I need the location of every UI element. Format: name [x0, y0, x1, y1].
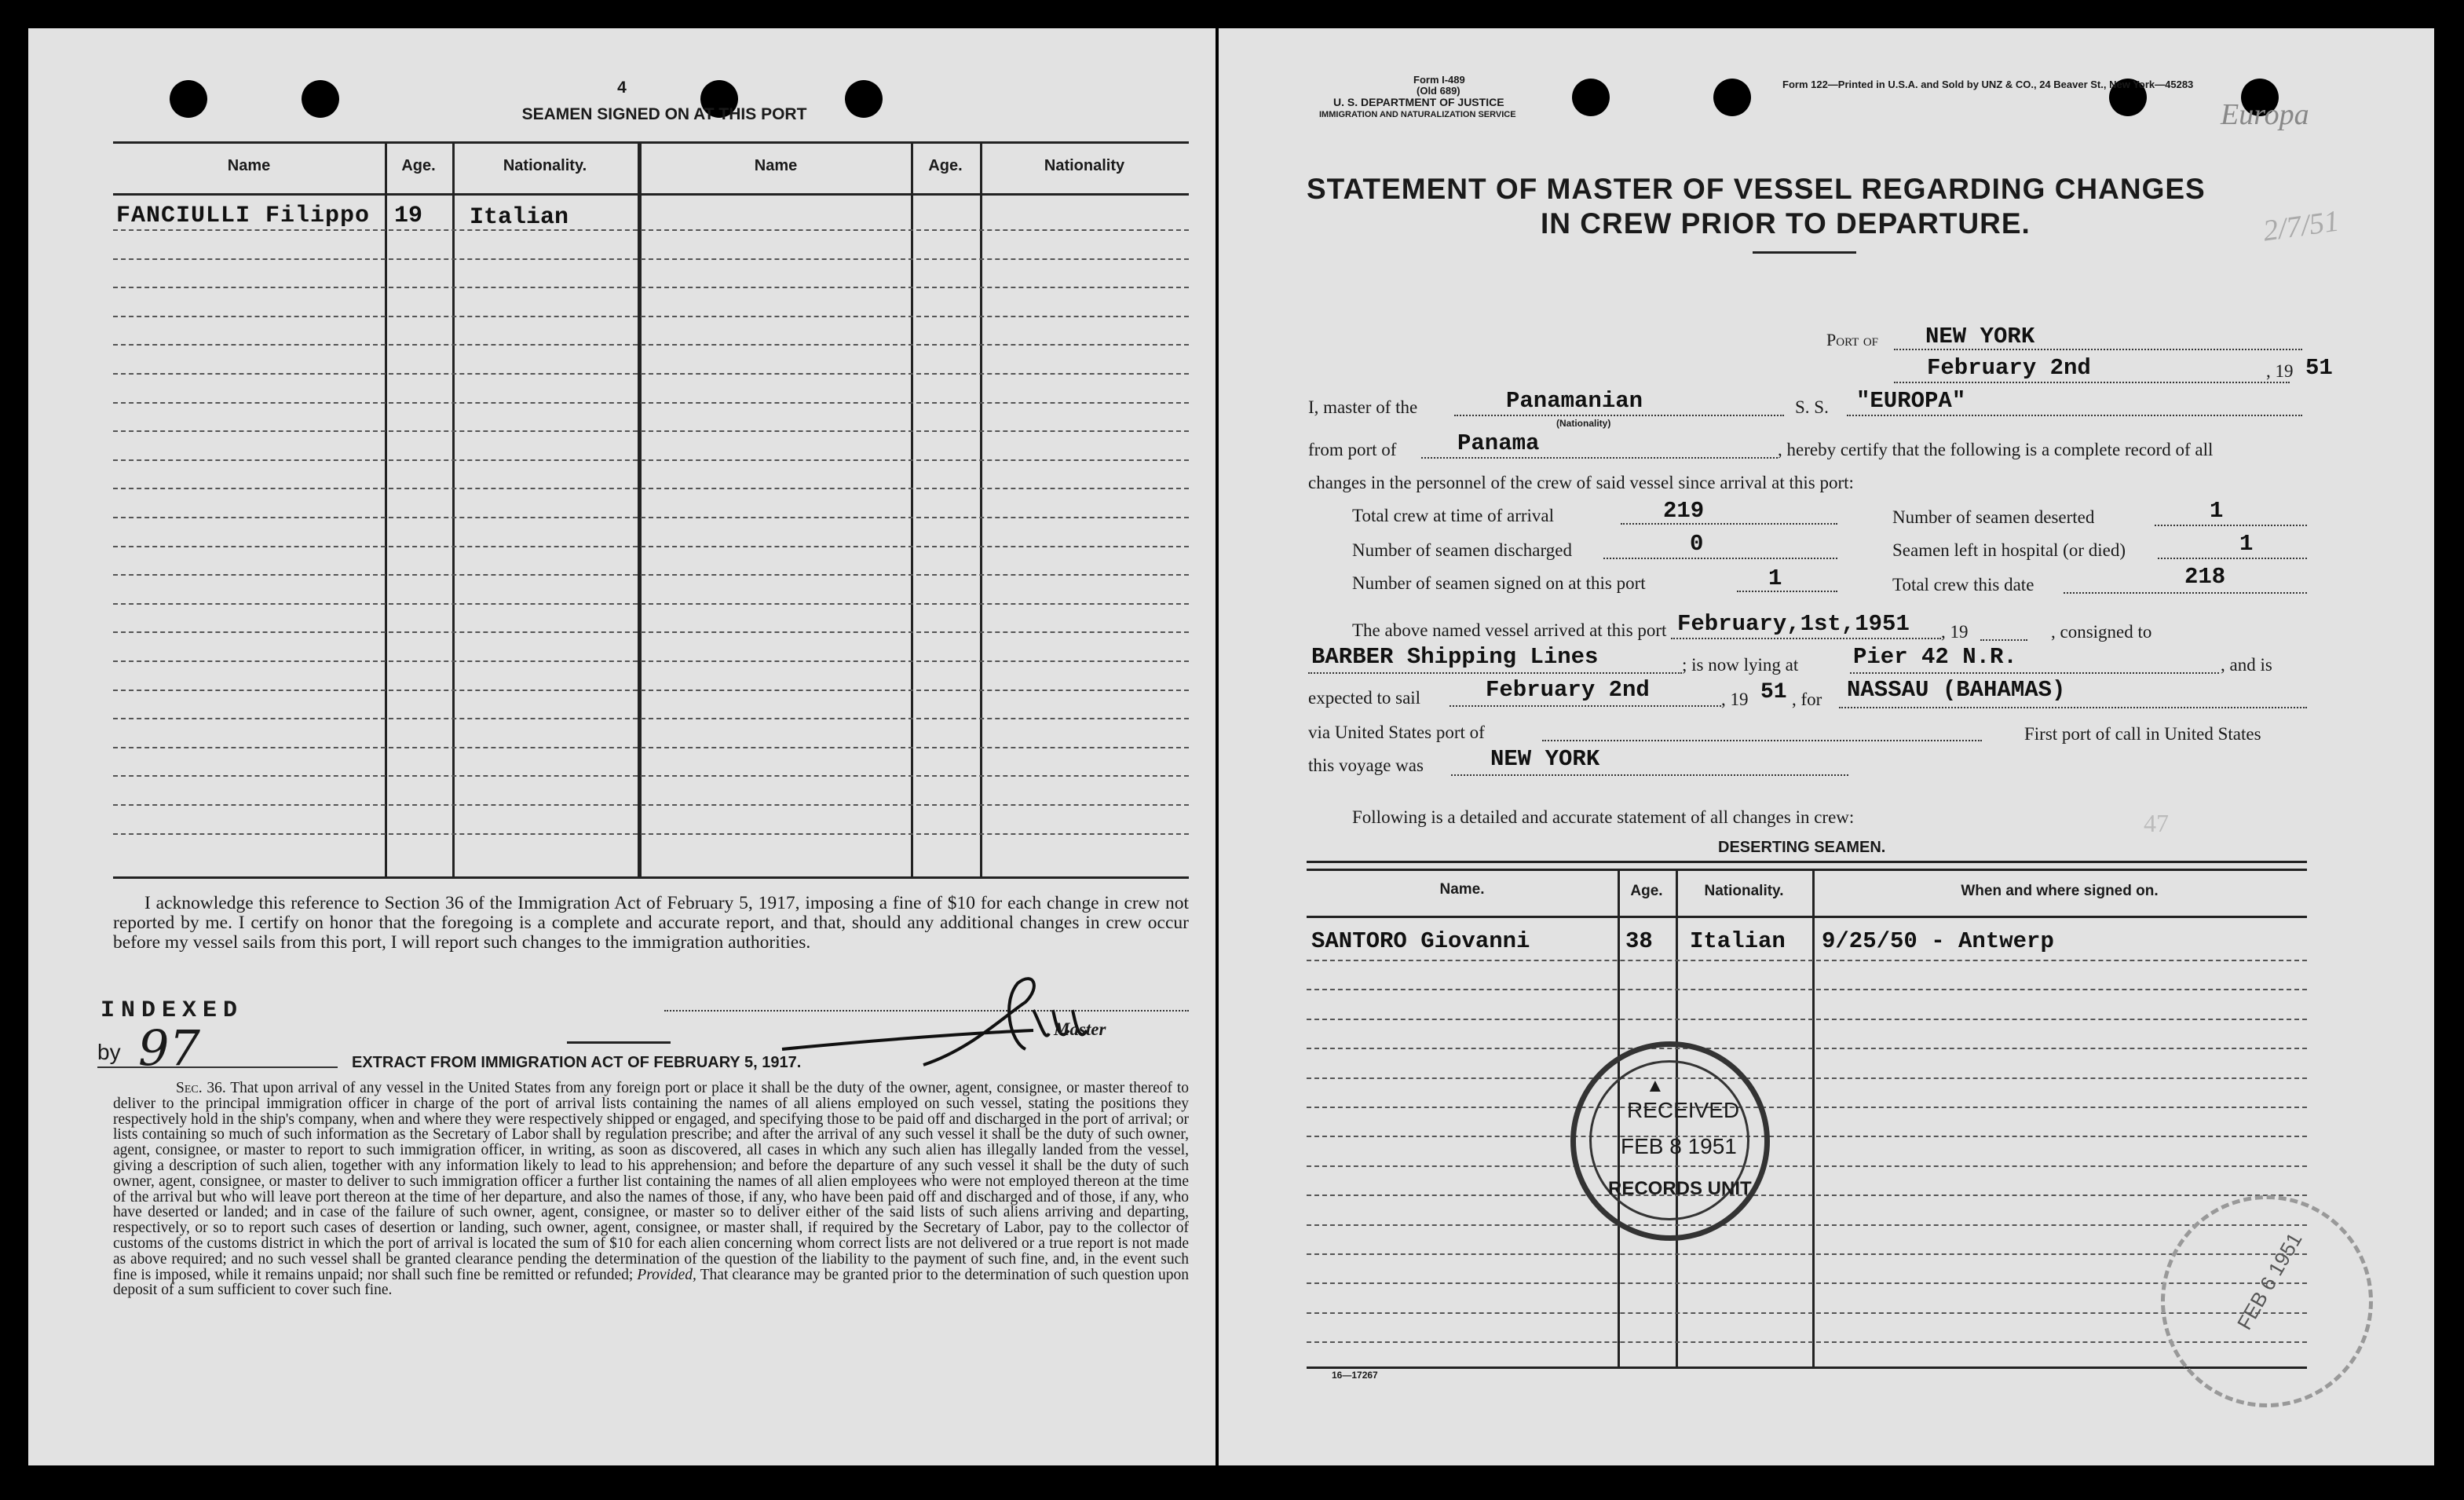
nationality-value: Panamanian	[1506, 388, 1643, 414]
row-rule	[113, 488, 1189, 489]
acknowledgement-text: I acknowledge this reference to Section 36 of the Immigration Act of February 5, 1917, imposing a fine of $10 for each change in crew not reported by me. I certify on honor that the foregoing is a complete and accurate report, and that, should any additional changes in crew occur before my vessel sails from this port, I will report such changes to the immigration authorities.	[113, 893, 1189, 953]
received-stamp-line2: FEB 8 1951	[1621, 1134, 1737, 1158]
ship-name: "EUROPA"	[1856, 388, 1966, 414]
row-rule	[113, 833, 1189, 835]
row-rule	[113, 287, 1189, 288]
column-divider	[980, 141, 982, 878]
deserter-nationality: Italian	[1690, 928, 1786, 954]
handwritten-vessel: Europa	[2221, 98, 2309, 131]
page-number: 4	[617, 79, 627, 97]
column-header-nationality: Nationality.	[503, 157, 587, 174]
extract-title: EXTRACT FROM IMMIGRATION ACT OF FEBRUARY 5, 1917.	[352, 1054, 802, 1071]
indexed-by-label: by	[97, 1040, 121, 1064]
sail-year-prefix: , 19	[1721, 690, 1749, 709]
table-header-rule	[113, 193, 1189, 196]
column-divider	[638, 141, 642, 878]
via-underline	[1542, 740, 1982, 741]
received-stamp-line3: RECORDS UNIT	[1608, 1178, 1752, 1199]
signed-on: 1	[1768, 565, 1782, 591]
stat-underline	[2064, 592, 2307, 594]
lying-label: ; is now lying at	[1682, 655, 1799, 675]
sail-date: February 2nd	[1486, 677, 1650, 703]
row-rule	[1307, 1341, 2307, 1343]
left-page	[28, 28, 1216, 1465]
punch-hole	[1713, 79, 1751, 116]
row-rule	[1307, 1165, 2307, 1167]
footer-code: 16—17267	[1332, 1370, 1378, 1381]
row-rule	[113, 316, 1189, 317]
department: U. S. DEPARTMENT OF JUSTICE	[1333, 96, 1504, 108]
consignee: BARBER Shipping Lines	[1311, 644, 1599, 670]
date-underline	[1894, 382, 2290, 383]
stat-underline	[2155, 525, 2307, 526]
row-rule	[1307, 1019, 2307, 1020]
row-rule	[113, 804, 1189, 806]
consignee-underline	[1308, 672, 1682, 674]
service: IMMIGRATION AND NATURALIZATION SERVICE	[1319, 110, 1516, 119]
year-prefix: , 19	[2266, 361, 2294, 381]
indexed-underline	[97, 1066, 338, 1068]
total-today: 218	[2184, 564, 2226, 590]
stat-underline	[1737, 591, 1837, 592]
certify-text: , hereby certify that the following is a complete record of all	[1778, 440, 2214, 459]
total-today-label: Total crew this date	[1892, 575, 2034, 595]
row-rule	[113, 430, 1189, 432]
stat-underline	[1603, 558, 1837, 559]
master-of-label: I, master of the	[1308, 397, 1418, 417]
arrived-label: The above named vessel arrived at this port	[1352, 620, 1667, 640]
form-number: Form I-489	[1413, 74, 1465, 86]
row-rule	[1307, 1224, 2307, 1226]
row-rule	[113, 229, 1189, 231]
column-header-nationality-2: Nationality	[1044, 157, 1125, 174]
row-rule	[113, 660, 1189, 662]
row-rule	[113, 690, 1189, 691]
deserted-label: Number of seamen deserted	[1892, 507, 2095, 527]
destination-underline	[1839, 707, 2307, 708]
from-port-label: from port of	[1308, 440, 1397, 459]
discharged: 0	[1690, 531, 1704, 557]
column-divider	[1812, 869, 1815, 1368]
row-rule	[113, 373, 1189, 375]
title-line-1: STATEMENT OF MASTER OF VESSEL REGARDING CHANGES	[1307, 173, 2206, 205]
column-header-name-2: Name	[754, 157, 798, 174]
title-line-2: IN CREW PRIOR TO DEPARTURE.	[1541, 207, 2031, 240]
column-header-name: Name.	[1439, 881, 1485, 898]
pencil-mark: 47	[2144, 809, 2169, 837]
expected-label: expected to sail	[1308, 688, 1421, 708]
arrived-value: February,1st,1951	[1677, 611, 1910, 637]
section-36-text	[113, 1081, 1189, 1298]
row-rule	[1307, 989, 2307, 990]
table-top-rule	[113, 141, 1189, 144]
row-rule	[1307, 1136, 2307, 1137]
via-label: via United States port of	[1308, 723, 1485, 742]
row-rule	[113, 402, 1189, 404]
column-header-age-2: Age.	[928, 157, 963, 174]
table-top-rule	[1307, 861, 2307, 863]
arrived-year-suffix: , 19	[1941, 622, 1969, 642]
pier: Pier 42 N.R.	[1853, 644, 2017, 670]
first-port-underline	[1451, 774, 1848, 776]
deserter-age: 38	[1625, 928, 1653, 954]
column-header-signed-on: When and where signed on.	[1961, 883, 2159, 899]
column-header-age: Age.	[401, 157, 436, 174]
discharged-label: Number of seamen discharged	[1352, 540, 1572, 560]
table-top-rule-2	[1307, 869, 2307, 871]
row-nationality: Italian	[470, 204, 569, 231]
column-header-nationality: Nationality.	[1704, 883, 1784, 899]
row-rule	[1307, 960, 2307, 961]
destination: NASSAU (BAHAMAS)	[1847, 677, 2066, 703]
page-title: SEAMEN SIGNED ON AT THIS PORT	[521, 105, 807, 123]
first-port-value: NEW YORK	[1490, 746, 1600, 772]
row-rule	[113, 775, 1189, 777]
hospital-label: Seamen left in hospital (or died)	[1892, 540, 2126, 560]
row-name: FANCIULLI Filippo	[116, 203, 371, 229]
deserted: 1	[2210, 498, 2224, 524]
sail-date-underline	[1450, 705, 1721, 707]
extract-rule	[567, 1041, 671, 1044]
from-port-value: Panama	[1457, 430, 1540, 456]
table-bottom-rule	[113, 876, 1189, 879]
nationality-caption: (Nationality)	[1556, 418, 1611, 429]
row-rule	[113, 603, 1189, 605]
row-rule	[1307, 1312, 2307, 1314]
column-divider	[911, 141, 913, 878]
indexed-by-mark: 97	[138, 1019, 200, 1077]
total-crew-arrival: 219	[1663, 498, 1705, 524]
stat-underline	[1621, 523, 1837, 525]
punch-hole	[1572, 79, 1610, 116]
section-label: Sec. 36.	[176, 1080, 226, 1096]
master-label: Master	[1054, 1019, 1106, 1039]
title-rule	[1753, 251, 1856, 254]
row-rule	[113, 546, 1189, 547]
row-rule	[1307, 1107, 2307, 1108]
ship-underline	[1847, 415, 2302, 416]
ss-label: S. S.	[1795, 397, 1829, 417]
row-rule	[113, 258, 1189, 260]
date-value: February 2nd	[1927, 355, 2091, 381]
row-rule	[113, 718, 1189, 719]
arrived-year-underline	[1980, 639, 2027, 641]
row-rule	[113, 517, 1189, 518]
provided-label: Provided,	[637, 1266, 696, 1283]
total-crew-arrival-label: Total crew at time of arrival	[1352, 506, 1555, 525]
row-rule	[113, 631, 1189, 633]
column-divider	[385, 141, 387, 878]
column-divider	[452, 141, 455, 878]
from-port-underline	[1421, 457, 1778, 459]
form-old: (Old 689)	[1417, 85, 1460, 97]
hospital: 1	[2239, 531, 2254, 557]
deserter-signed-on: 9/25/50 - Antwerp	[1822, 928, 2054, 954]
first-port-label: First port of call in United States	[2024, 724, 2261, 744]
table-bottom-rule	[1307, 1366, 2307, 1369]
section-title: DESERTING SEAMEN.	[1718, 839, 1886, 856]
column-header-age: Age.	[1630, 883, 1663, 899]
and-is-label: , and is	[2221, 655, 2272, 675]
section-body-end: That clearance may be granted prior to the determination of such question upon deposit of a sum sufficient to cover such fine.	[113, 1266, 1189, 1299]
row-rule	[1307, 1195, 2307, 1196]
stat-underline	[2158, 558, 2307, 559]
handwritten-date: 2/7/51	[2261, 204, 2342, 248]
row-rule	[1307, 1048, 2307, 1049]
second-stamp-date: FEB 6 1951	[2232, 1228, 2307, 1334]
row-rule	[113, 344, 1189, 346]
column-header-name: Name	[227, 157, 271, 174]
row-rule	[1307, 1253, 2307, 1255]
master-signature	[766, 955, 1143, 1081]
pier-underline	[1850, 672, 2219, 674]
changes-text: changes in the personnel of the crew of said vessel since arrival at this port:	[1308, 473, 1854, 492]
sail-year: 51	[1760, 680, 1787, 704]
this-voyage-label: this voyage was	[1308, 755, 1424, 775]
indexed-stamp: INDEXED	[101, 997, 244, 1024]
right-page	[1219, 28, 2434, 1465]
following-text: Following is a detailed and accurate statement of all changes in crew:	[1352, 807, 1855, 827]
for-label: , for	[1792, 690, 1822, 709]
row-age: 19	[394, 203, 423, 229]
signed-on-label: Number of seamen signed on at this port	[1352, 573, 1646, 593]
port-label: Port of	[1826, 330, 1879, 349]
nationality-underline	[1454, 415, 1784, 416]
row-rule	[113, 747, 1189, 748]
printer-note: Form 122—Printed in U.S.A. and Sold by UNZ & CO., 24 Beaver St., New York—45283	[1782, 79, 2194, 90]
deserter-name: SANTORO Giovanni	[1311, 928, 1530, 954]
row-rule	[113, 459, 1189, 461]
row-rule	[1307, 1077, 2307, 1079]
section-body: That upon arrival of any vessel in the United States from any foreign port or place it shall be the duty of the owner, agent, consignee, or master thereof to deliver to the principal immigration officer in charge of the port of arrival lists containing the names of all aliens employed on such vessel, stating the positions they respectively hold in the ship's company, when and where they were respectively shipped or engaged, and specifying those to be paid off and discharged in the port of arrival; or lists containing so much of such information as the Secretary of Labor shall by regulation prescribe; and after the arrival of any such vessel it shall be the duty of such owner, agent, consignee, or master to report to such immigration officer, in writing, as soon as discovered, all cases in which any such alien has illegally landed from the vessel, giving a description of such alien, together with any information likely to lead to his apprehension; and before the departure of any such vessel it shall be the duty of such owner, agent, consignee, or master to deliver to such immigration officer a further list containing the names of all alien employees who were not employed thereon at the time of the arrival but who will leave port thereon at the time of her departure, and also the names of those, if any, who have been paid off and discharged and of those, if any, who have deserted or landed; and in case of the failure of such owner, agent, consignee, or master so to deliver either of the said lists of such aliens arriving and departing, respectively, or so to report such cases of desertion or landing, such owner, agent, consignee, or master shall, if required by the Secretary of Labor, pay to the collector of customs of the customs district in which the port of arrival is located the sum of $10 for each alien concerning whom correct lists are not delivered or a true report is not made as above required; and no such vessel shall be granted clearance pending the determination of the question of the liability to the payment of such fine, and, in the event such fine is imposed, while it remains unpaid; nor shall such fine be remitted or refunded;	[113, 1080, 1189, 1283]
year-value: 51	[2305, 355, 2333, 381]
row-rule	[113, 574, 1189, 576]
table-header-rule	[1307, 916, 2307, 918]
arrived-underline	[1671, 638, 1941, 639]
received-stamp-line1: RECEIVED	[1627, 1098, 1740, 1122]
port-value: NEW YORK	[1925, 324, 2035, 349]
row-rule	[1307, 1282, 2307, 1284]
received-arrow-icon: ▲	[1646, 1076, 1665, 1096]
consigned-label: , consigned to	[2051, 622, 2152, 642]
